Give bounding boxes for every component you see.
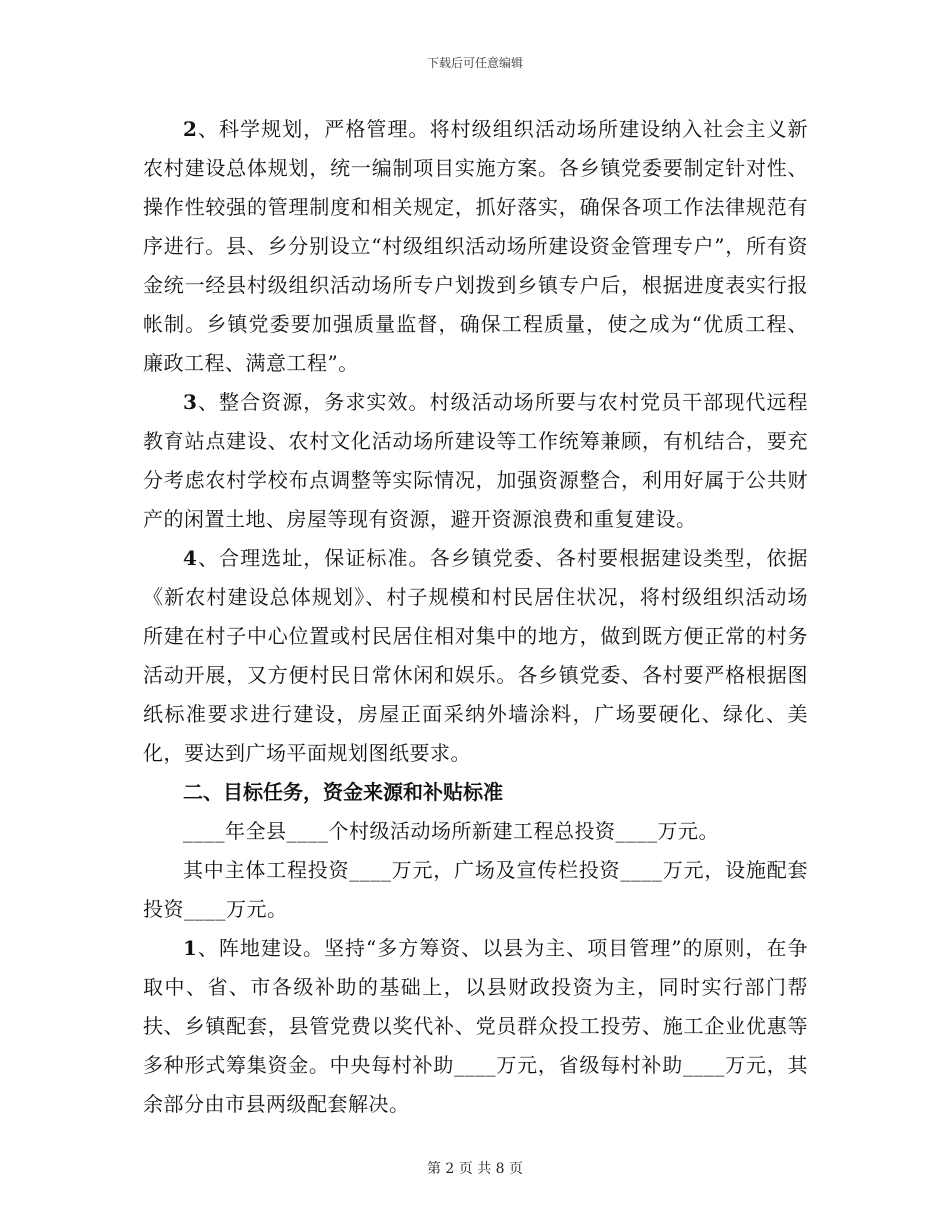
paragraph-text: 其中主体工程投资____万元，广场及宣传栏投资____万元，设施配套投资____万元。: [143, 858, 808, 921]
page-footer: 第 2 页 共 8 页: [426, 1161, 524, 1177]
paragraph-text: 、科学规划，严格管理。将村级组织活动场所建设纳入社会主义新农村建设总体规划，统一编制项目实施方案。各乡镇党委要制定针对性、操作性较强的管理制度和相关规定，抓好落实，确保各项工作法律规范有序进行。县、乡分别设立“村级组织活动场所建设资金管理专户”，所有资金统一经县村级组织活动场所专户划拨到乡镇专户后，根据进度表实行报帐制。乡镇党委要加强质量监督，确保工程质量，使之成为“优质工程、廉政工程、满意工程”。: [143, 117, 808, 375]
paragraph-site-selection: [143, 539, 808, 773]
item-number: 4: [183, 546, 198, 570]
item-number: 1: [183, 936, 198, 960]
paragraph-text: 、整合资源，务求实效。村级活动场所要与农村党员干部现代远程教育站点建设、农村文化活动场所建设等工作统筹兼顾，有机结合，要充分考虑农村学校布点调整等实际情况，加强资源整合，利用好属于公共财产的闲置土地、房屋等现有资源，避开资源浪费和重复建设。: [143, 390, 808, 531]
paragraph-text: 、阵地建设。坚持“多方筹资、以县为主、项目管理”的原则，在争取中、省、市各级补助的基础上，以县财政投资为主，同时实行部门帮扶、乡镇配套，县管党费以奖代补、党员群众投工投劳、施工企业优惠等多种形式筹集资金。中央每村补助____万元，省级每村补助____万元，其余部分由市县两级配套解决。: [143, 936, 808, 1116]
item-number: 3: [183, 390, 198, 414]
document-body: [143, 110, 808, 1124]
section-heading: 二、目标任务，资金来源和补贴标准: [183, 780, 503, 804]
paragraph-investment-breakdown: [143, 851, 808, 929]
paragraph-site-construction: [143, 929, 808, 1124]
paragraph-planning: [143, 110, 808, 383]
page-header: 下载后可任意编辑: [426, 56, 523, 70]
paragraph-text: 、合理选址，保证标准。各乡镇党委、各村要根据建设类型，依据《新农村建设总体规划》、村子规模和村民居住状况，将村级组织活动场所建在村子中心位置或村民居住相对集中的地方，做到既方便正常的村务活动开展，又方便村民日常休闲和娱乐。各乡镇党委、各村要严格根据图纸标准要求进行建设，房屋正面采纳外墙涂料，广场要硬化、绿化、美化，要达到广场平面规划图纸要求。: [143, 546, 808, 765]
paragraph-resources: [143, 383, 808, 539]
paragraph-total-investment: [143, 812, 808, 851]
paragraph-text: ____年全县____个村级活动场所新建工程总投资____万元。: [183, 819, 719, 843]
item-number: 2: [183, 117, 198, 141]
